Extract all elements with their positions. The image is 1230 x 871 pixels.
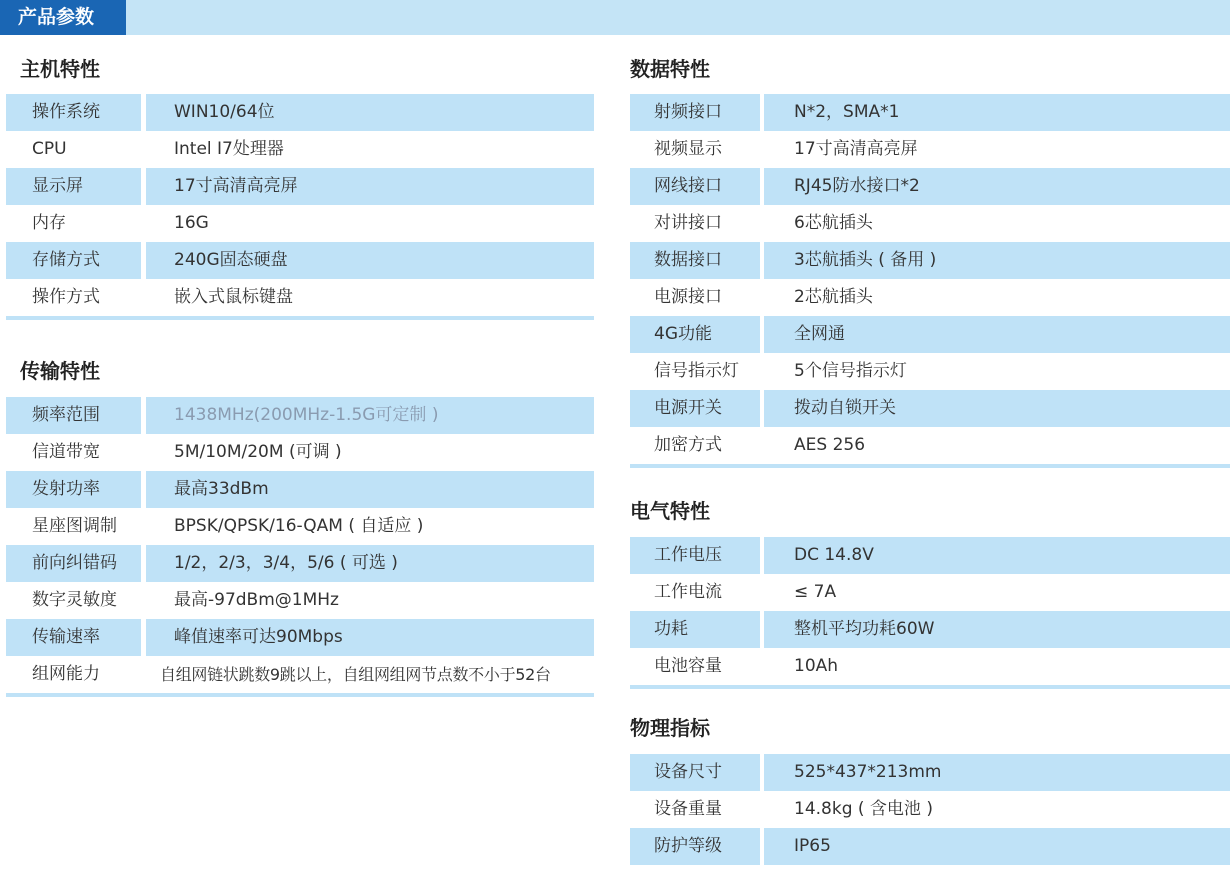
table-row: [6, 168, 594, 205]
row-value: 14.8kg ( 含电池 ): [794, 799, 933, 819]
table-row: [630, 242, 1230, 279]
row-value: 2芯航插头: [794, 287, 873, 307]
row-label: 功耗: [630, 611, 760, 648]
table-row: [6, 205, 594, 242]
table-row: [630, 279, 1230, 316]
row-label: 频率范围: [6, 397, 141, 434]
table-row: [630, 205, 1230, 242]
row-value: BPSK/QPSK/16-QAM ( 自适应 ): [174, 516, 424, 536]
row-value: DC 14.8V: [764, 537, 1230, 574]
table-row: [6, 397, 594, 434]
row-label: 工作电压: [630, 537, 760, 574]
section-host: [20, 56, 100, 82]
table-data: [630, 94, 1230, 468]
table-row: [6, 508, 594, 545]
row-value: 5个信号指示灯: [794, 361, 907, 381]
row-label: 防护等级: [630, 828, 760, 865]
row-label: 内存: [32, 213, 66, 233]
row-label: 视频显示: [654, 139, 722, 159]
table-row: [6, 434, 594, 471]
table-row: [630, 537, 1230, 574]
table-row: [630, 353, 1230, 390]
row-value: 5M/10M/20M (可调 ): [174, 442, 342, 462]
row-label: 信号指示灯: [654, 361, 739, 381]
row-label: 电源开关: [630, 390, 760, 427]
section-transmission: [20, 358, 100, 384]
table-row: [630, 574, 1230, 611]
row-label: 设备尺寸: [630, 754, 760, 791]
row-value: 拨动自锁开关: [764, 390, 1230, 427]
row-label: 射频接口: [630, 94, 760, 131]
table-electrical: [630, 537, 1230, 689]
row-label: 显示屏: [6, 168, 141, 205]
row-value: 全网通: [764, 316, 1230, 353]
row-value: Intel I7处理器: [174, 139, 284, 159]
table-row: [630, 791, 1230, 828]
row-value: 峰值速率可达90Mbps: [146, 619, 594, 656]
row-label: 加密方式: [654, 435, 722, 455]
table-bottom-rule: [630, 685, 1230, 689]
row-label: 存储方式: [6, 242, 141, 279]
section-physical: [630, 715, 710, 741]
row-value: 1438MHz(200MHz-1.5G可定制 ): [146, 397, 594, 434]
row-value: WIN10/64位: [146, 94, 594, 131]
row-label: 工作电流: [654, 582, 722, 602]
row-label: 组网能力: [32, 664, 100, 684]
table-bottom-rule: [6, 693, 594, 697]
row-label: 传输速率: [6, 619, 141, 656]
table-row: [6, 582, 594, 619]
row-value: 3芯航插头 ( 备用 ): [764, 242, 1230, 279]
row-label: 前向纠错码: [6, 545, 141, 582]
table-row: [630, 390, 1230, 427]
section-data: [630, 56, 710, 82]
row-label: 发射功率: [6, 471, 141, 508]
row-value: ≤ 7A: [794, 582, 837, 602]
table-row: [630, 427, 1230, 464]
row-label: 电源接口: [654, 287, 722, 307]
section-title-physical: 物理指标: [630, 716, 710, 740]
row-label: 4G功能: [630, 316, 760, 353]
row-value: AES 256: [794, 435, 866, 455]
row-label: 网线接口: [630, 168, 760, 205]
row-value: 最高-97dBm@1MHz: [174, 590, 339, 610]
section-title-electrical: 电气特性: [630, 499, 710, 523]
row-value: 整机平均功耗60W: [764, 611, 1230, 648]
table-host: [6, 94, 594, 320]
row-label: 操作方式: [32, 287, 100, 307]
row-value: 嵌入式鼠标键盘: [174, 287, 293, 307]
section-title-data: 数据特性: [630, 57, 710, 81]
row-value: RJ45防水接口*2: [764, 168, 1230, 205]
section-title-host: 主机特性: [20, 57, 100, 81]
table-row: [630, 611, 1230, 648]
table-transmission: [6, 397, 594, 697]
header-bar: [0, 0, 1230, 35]
row-value: 240G固态硬盘: [146, 242, 594, 279]
table-row: [630, 754, 1230, 791]
table-row: [630, 828, 1230, 865]
table-bottom-rule: [630, 464, 1230, 468]
row-label: 数据接口: [630, 242, 760, 279]
table-row: [6, 131, 594, 168]
row-label: 电池容量: [654, 656, 722, 676]
row-label: 操作系统: [6, 94, 141, 131]
section-electrical: [630, 498, 710, 524]
row-value: 17寸高清高亮屏: [794, 139, 918, 159]
row-value: 10Ah: [794, 656, 839, 676]
table-row: [630, 168, 1230, 205]
row-label: 信道带宽: [32, 442, 100, 462]
row-value: N*2，SMA*1: [764, 94, 1230, 131]
row-value: 525*437*213mm: [764, 754, 1230, 791]
row-value: IP65: [764, 828, 1230, 865]
row-label: 数字灵敏度: [32, 590, 117, 610]
table-row: [630, 316, 1230, 353]
table-row: [630, 94, 1230, 131]
table-row: [6, 242, 594, 279]
row-label: 星座图调制: [32, 516, 117, 536]
table-row: [630, 648, 1230, 685]
row-value: 自组网链状跳数9跳以上，自组网组网节点数不小于52台: [160, 665, 551, 684]
row-label: 设备重量: [654, 799, 722, 819]
row-value: 17寸高清高亮屏: [146, 168, 594, 205]
page-title: 产品参数: [0, 0, 126, 35]
row-value: 6芯航插头: [794, 213, 873, 233]
table-row: [6, 545, 594, 582]
table-row: [630, 131, 1230, 168]
row-value: 最高33dBm: [146, 471, 594, 508]
table-bottom-rule: [6, 316, 594, 320]
table-row: [6, 471, 594, 508]
table-row: [6, 619, 594, 656]
table-physical: [630, 754, 1230, 865]
table-row: [6, 279, 594, 316]
row-label: CPU: [32, 139, 67, 159]
row-value: 1/2，2/3，3/4，5/6 ( 可选 ): [146, 545, 594, 582]
row-value: 16G: [174, 213, 209, 233]
section-title-transmission: 传输特性: [20, 359, 100, 383]
row-label: 对讲接口: [654, 213, 722, 233]
table-row: [6, 94, 594, 131]
table-row: [6, 656, 594, 693]
